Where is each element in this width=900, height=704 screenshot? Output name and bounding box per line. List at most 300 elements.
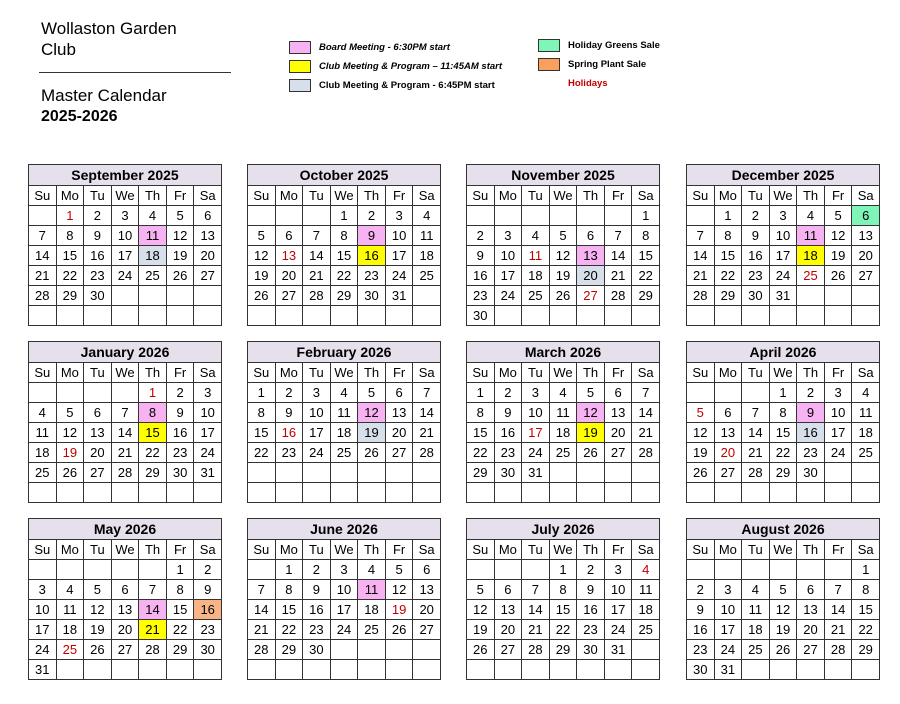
day-cell: 16: [275, 423, 303, 443]
weekday-header: Fr: [166, 363, 194, 383]
day-cell: 24: [522, 443, 550, 463]
empty-cell: [166, 286, 194, 306]
day-cell: 21: [413, 423, 441, 443]
empty-cell: [29, 483, 57, 503]
empty-cell: [84, 483, 112, 503]
weekday-header: We: [549, 540, 577, 560]
weekday-header: Su: [248, 186, 276, 206]
day-cell: 3: [330, 560, 358, 580]
empty-cell: [385, 463, 413, 483]
day-cell: 16: [687, 620, 715, 640]
empty-cell: [632, 463, 660, 483]
legend-swatch-am-meeting: [289, 60, 311, 73]
empty-cell: [797, 286, 825, 306]
day-cell: 13: [604, 403, 632, 423]
weekday-header: Mo: [714, 186, 742, 206]
club-name: Wollaston Garden Club: [41, 19, 177, 59]
day-cell: 17: [604, 600, 632, 620]
day-cell: 21: [248, 620, 276, 640]
day-cell: 27: [413, 620, 441, 640]
month-title: September 2025: [29, 165, 222, 186]
day-cell: 29: [714, 286, 742, 306]
day-cell: 6: [714, 403, 742, 423]
day-cell: 16: [358, 246, 386, 266]
day-cell: 20: [577, 266, 605, 286]
day-cell: 26: [84, 640, 112, 660]
month-title: April 2026: [687, 342, 880, 363]
day-cell: 16: [494, 423, 522, 443]
empty-cell: [358, 660, 386, 680]
empty-cell: [56, 306, 84, 326]
empty-cell: [577, 463, 605, 483]
day-cell: 10: [522, 403, 550, 423]
day-cell: 10: [330, 580, 358, 600]
weekday-header: Fr: [604, 363, 632, 383]
day-cell: 14: [742, 423, 770, 443]
day-cell: 20: [111, 620, 139, 640]
empty-cell: [852, 660, 880, 680]
day-cell: 19: [467, 620, 495, 640]
month-calendar: [466, 164, 660, 326]
day-cell: 8: [248, 403, 276, 423]
month-calendar: [28, 164, 222, 326]
empty-cell: [84, 560, 112, 580]
weekday-header: Sa: [852, 186, 880, 206]
day-cell: 17: [714, 620, 742, 640]
empty-cell: [413, 286, 441, 306]
day-cell: 4: [632, 560, 660, 580]
day-cell: 9: [687, 600, 715, 620]
day-cell: 22: [56, 266, 84, 286]
month-calendar: [247, 164, 441, 326]
day-cell: 4: [742, 580, 770, 600]
day-cell: 22: [248, 443, 276, 463]
empty-cell: [330, 660, 358, 680]
day-cell: 27: [385, 443, 413, 463]
day-cell: 30: [303, 640, 331, 660]
weekday-header: Mo: [275, 363, 303, 383]
day-cell: 5: [358, 383, 386, 403]
weekday-header: We: [330, 363, 358, 383]
day-cell: 3: [604, 560, 632, 580]
weekday-header: Fr: [824, 540, 852, 560]
day-cell: 17: [303, 423, 331, 443]
empty-cell: [275, 306, 303, 326]
day-cell: 2: [84, 206, 112, 226]
empty-cell: [467, 483, 495, 503]
day-cell: 22: [769, 443, 797, 463]
day-cell: 1: [56, 206, 84, 226]
day-cell: 2: [577, 560, 605, 580]
day-cell: 5: [467, 580, 495, 600]
empty-cell: [166, 306, 194, 326]
day-cell: 13: [852, 226, 880, 246]
empty-cell: [494, 206, 522, 226]
day-cell: 18: [797, 246, 825, 266]
day-cell: 13: [577, 246, 605, 266]
weekday-header: Tu: [303, 186, 331, 206]
empty-cell: [330, 306, 358, 326]
day-cell: 7: [687, 226, 715, 246]
month-title: March 2026: [467, 342, 660, 363]
day-cell: 7: [248, 580, 276, 600]
day-cell: 16: [166, 423, 194, 443]
empty-cell: [769, 483, 797, 503]
empty-cell: [248, 306, 276, 326]
month-title: May 2026: [29, 519, 222, 540]
day-cell: 25: [549, 443, 577, 463]
weekday-header: Fr: [824, 186, 852, 206]
day-cell: 29: [769, 463, 797, 483]
empty-cell: [742, 383, 770, 403]
day-cell: 9: [303, 580, 331, 600]
day-cell: 23: [84, 266, 112, 286]
empty-cell: [248, 463, 276, 483]
day-cell: 9: [358, 226, 386, 246]
weekday-header: Tu: [742, 540, 770, 560]
day-cell: 5: [385, 560, 413, 580]
legend-item-greens-sale: [538, 36, 660, 55]
empty-cell: [29, 560, 57, 580]
day-cell: 27: [194, 266, 222, 286]
weekday-header: Su: [687, 186, 715, 206]
day-cell: 17: [385, 246, 413, 266]
day-cell: 8: [275, 580, 303, 600]
day-cell: 25: [413, 266, 441, 286]
day-cell: 18: [522, 266, 550, 286]
day-cell: 3: [714, 580, 742, 600]
day-cell: 1: [714, 206, 742, 226]
empty-cell: [742, 483, 770, 503]
day-cell: 22: [549, 620, 577, 640]
empty-cell: [522, 560, 550, 580]
day-cell: 27: [604, 443, 632, 463]
weekday-header: Su: [29, 186, 57, 206]
empty-cell: [139, 306, 167, 326]
day-cell: 22: [330, 266, 358, 286]
empty-cell: [604, 483, 632, 503]
month-calendar: [686, 341, 880, 503]
day-cell: 17: [194, 423, 222, 443]
day-cell: 26: [687, 463, 715, 483]
empty-cell: [549, 463, 577, 483]
day-cell: 1: [632, 206, 660, 226]
day-cell: 23: [194, 620, 222, 640]
day-cell: 10: [194, 403, 222, 423]
weekday-header: Sa: [194, 186, 222, 206]
month-calendar: [28, 341, 222, 503]
day-cell: 26: [577, 443, 605, 463]
day-cell: 5: [56, 403, 84, 423]
day-cell: 21: [824, 620, 852, 640]
month-title: October 2025: [248, 165, 441, 186]
day-cell: 19: [769, 620, 797, 640]
empty-cell: [111, 286, 139, 306]
day-cell: 11: [549, 403, 577, 423]
empty-cell: [303, 463, 331, 483]
day-cell: 25: [29, 463, 57, 483]
day-cell: 10: [303, 403, 331, 423]
day-cell: 27: [577, 286, 605, 306]
weekday-header: Sa: [632, 540, 660, 560]
weekday-header: Su: [687, 540, 715, 560]
empty-cell: [549, 483, 577, 503]
legend-swatch-board: [289, 41, 311, 54]
day-cell: 2: [194, 560, 222, 580]
empty-cell: [275, 463, 303, 483]
legend-swatch-greens-sale: [538, 39, 560, 52]
day-cell: 4: [549, 383, 577, 403]
weekday-header: Th: [139, 540, 167, 560]
day-cell: 30: [494, 463, 522, 483]
empty-cell: [29, 306, 57, 326]
legend-swatch-plant-sale: [538, 58, 560, 71]
day-cell: 5: [248, 226, 276, 246]
empty-cell: [139, 560, 167, 580]
day-cell: 10: [824, 403, 852, 423]
day-cell: 30: [467, 306, 495, 326]
day-cell: 24: [111, 266, 139, 286]
day-cell: 2: [494, 383, 522, 403]
day-cell: 24: [29, 640, 57, 660]
day-cell: 21: [604, 266, 632, 286]
day-cell: 18: [330, 423, 358, 443]
day-cell: 28: [248, 640, 276, 660]
day-cell: 19: [385, 600, 413, 620]
day-cell: 4: [852, 383, 880, 403]
day-cell: 6: [111, 580, 139, 600]
empty-cell: [687, 206, 715, 226]
day-cell: 15: [769, 423, 797, 443]
day-cell: 14: [687, 246, 715, 266]
day-cell: 17: [494, 266, 522, 286]
weekday-header: Th: [358, 186, 386, 206]
day-cell: 20: [797, 620, 825, 640]
day-cell: 24: [714, 640, 742, 660]
day-cell: 9: [797, 403, 825, 423]
day-cell: 26: [467, 640, 495, 660]
weekday-header: Sa: [852, 540, 880, 560]
month-title: July 2026: [467, 519, 660, 540]
day-cell: 23: [577, 620, 605, 640]
month-title: February 2026: [248, 342, 441, 363]
day-cell: 14: [632, 403, 660, 423]
weekday-header: Mo: [56, 363, 84, 383]
day-cell: 2: [742, 206, 770, 226]
day-cell: 12: [824, 226, 852, 246]
day-cell: 14: [303, 246, 331, 266]
empty-cell: [632, 306, 660, 326]
day-cell: 28: [632, 443, 660, 463]
empty-cell: [413, 306, 441, 326]
empty-cell: [714, 483, 742, 503]
day-cell: 30: [358, 286, 386, 306]
day-cell: 6: [577, 226, 605, 246]
empty-cell: [467, 660, 495, 680]
weekday-header: Mo: [494, 540, 522, 560]
empty-cell: [56, 483, 84, 503]
day-cell: 9: [275, 403, 303, 423]
empty-cell: [604, 463, 632, 483]
weekday-header: Su: [687, 363, 715, 383]
day-cell: 25: [797, 266, 825, 286]
day-cell: 25: [632, 620, 660, 640]
day-cell: 20: [275, 266, 303, 286]
day-cell: 12: [84, 600, 112, 620]
empty-cell: [824, 560, 852, 580]
day-cell: 28: [522, 640, 550, 660]
empty-cell: [385, 306, 413, 326]
day-cell: 13: [111, 600, 139, 620]
day-cell: 30: [166, 463, 194, 483]
day-cell: 1: [852, 560, 880, 580]
empty-cell: [303, 206, 331, 226]
month-calendar: [247, 518, 441, 680]
day-cell: 5: [687, 403, 715, 423]
empty-cell: [687, 383, 715, 403]
day-cell: 25: [852, 443, 880, 463]
empty-cell: [467, 206, 495, 226]
day-cell: 26: [385, 620, 413, 640]
empty-cell: [797, 560, 825, 580]
weekday-header: We: [769, 363, 797, 383]
weekday-header: Fr: [604, 540, 632, 560]
empty-cell: [194, 286, 222, 306]
day-cell: 10: [714, 600, 742, 620]
weekday-header: Sa: [413, 540, 441, 560]
day-cell: 7: [522, 580, 550, 600]
day-cell: 13: [413, 580, 441, 600]
day-cell: 18: [29, 443, 57, 463]
day-cell: 18: [852, 423, 880, 443]
day-cell: 18: [56, 620, 84, 640]
day-cell: 19: [549, 266, 577, 286]
day-cell: 25: [358, 620, 386, 640]
empty-cell: [166, 483, 194, 503]
day-cell: 11: [139, 226, 167, 246]
day-cell: 11: [742, 600, 770, 620]
day-cell: 6: [194, 206, 222, 226]
empty-cell: [358, 640, 386, 660]
day-cell: 25: [522, 286, 550, 306]
empty-cell: [248, 660, 276, 680]
month-calendar: [28, 518, 222, 680]
empty-cell: [111, 660, 139, 680]
day-cell: 15: [549, 600, 577, 620]
day-cell: 11: [330, 403, 358, 423]
weekday-header: Mo: [714, 540, 742, 560]
empty-cell: [852, 286, 880, 306]
weekday-header: Fr: [385, 363, 413, 383]
day-cell: 28: [139, 640, 167, 660]
weekday-header: We: [549, 186, 577, 206]
day-cell: 31: [714, 660, 742, 680]
day-cell: 5: [166, 206, 194, 226]
day-cell: 17: [111, 246, 139, 266]
empty-cell: [577, 483, 605, 503]
empty-cell: [275, 483, 303, 503]
day-cell: 31: [385, 286, 413, 306]
empty-cell: [494, 483, 522, 503]
empty-cell: [769, 306, 797, 326]
day-cell: 11: [358, 580, 386, 600]
day-cell: 23: [687, 640, 715, 660]
weekday-header: Fr: [166, 540, 194, 560]
empty-cell: [797, 306, 825, 326]
day-cell: 8: [330, 226, 358, 246]
day-cell: 26: [549, 286, 577, 306]
legend-label-holidays: Holidays: [568, 78, 608, 89]
day-cell: 3: [303, 383, 331, 403]
empty-cell: [194, 483, 222, 503]
empty-cell: [742, 560, 770, 580]
day-cell: 11: [522, 246, 550, 266]
day-cell: 4: [413, 206, 441, 226]
day-cell: 18: [139, 246, 167, 266]
empty-cell: [303, 660, 331, 680]
weekday-header: Th: [358, 540, 386, 560]
day-cell: 29: [330, 286, 358, 306]
weekday-header: Sa: [632, 186, 660, 206]
empty-cell: [330, 463, 358, 483]
day-cell: 30: [577, 640, 605, 660]
day-cell: 18: [742, 620, 770, 640]
day-cell: 26: [824, 266, 852, 286]
day-cell: 5: [577, 383, 605, 403]
day-cell: 8: [467, 403, 495, 423]
day-cell: 1: [769, 383, 797, 403]
day-cell: 1: [166, 560, 194, 580]
weekday-header: Fr: [385, 186, 413, 206]
day-cell: 20: [852, 246, 880, 266]
day-cell: 29: [852, 640, 880, 660]
empty-cell: [275, 660, 303, 680]
day-cell: 5: [769, 580, 797, 600]
day-cell: 26: [248, 286, 276, 306]
day-cell: 9: [577, 580, 605, 600]
day-cell: 15: [852, 600, 880, 620]
weekday-header: Mo: [714, 363, 742, 383]
day-cell: 27: [494, 640, 522, 660]
weekday-header: Tu: [522, 540, 550, 560]
day-cell: 12: [166, 226, 194, 246]
day-cell: 17: [824, 423, 852, 443]
day-cell: 15: [632, 246, 660, 266]
legend-item-am-meeting: [289, 57, 502, 76]
empty-cell: [111, 383, 139, 403]
weekday-header: Fr: [385, 540, 413, 560]
legend-item-holidays: [538, 74, 660, 93]
day-cell: 23: [742, 266, 770, 286]
day-cell: 11: [632, 580, 660, 600]
empty-cell: [714, 560, 742, 580]
day-cell: 28: [29, 286, 57, 306]
empty-cell: [84, 660, 112, 680]
weekday-header: Th: [577, 540, 605, 560]
day-cell: 11: [413, 226, 441, 246]
month-calendar: [686, 164, 880, 326]
legend-label-am-meeting: Club Meeting & Program – 11:45AM start: [319, 61, 503, 72]
day-cell: 31: [194, 463, 222, 483]
day-cell: 7: [413, 383, 441, 403]
day-cell: 9: [166, 403, 194, 423]
day-cell: 19: [358, 423, 386, 443]
day-cell: 16: [797, 423, 825, 443]
weekday-header: Th: [797, 540, 825, 560]
day-cell: 20: [385, 423, 413, 443]
day-cell: 28: [303, 286, 331, 306]
day-cell: 30: [194, 640, 222, 660]
